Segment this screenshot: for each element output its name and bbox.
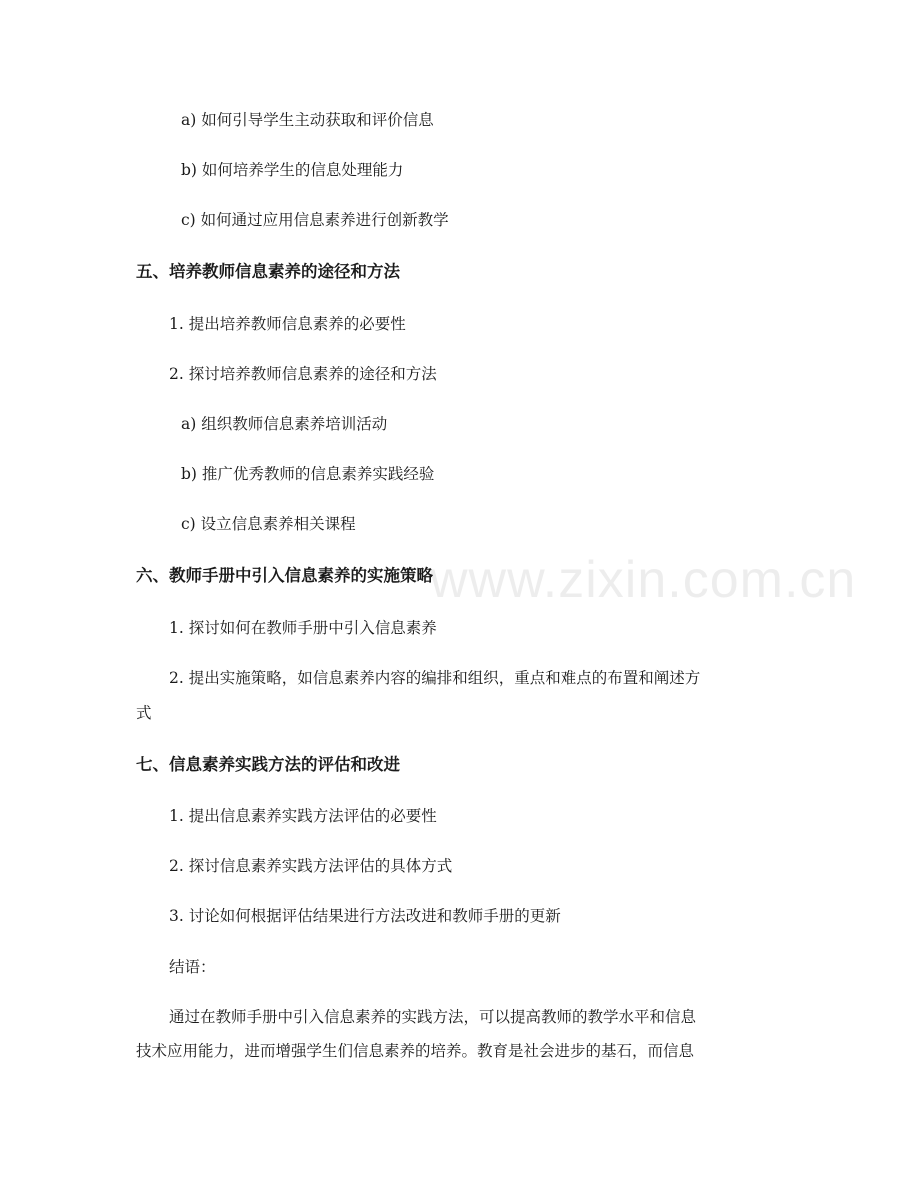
list-item-1: 1. 提出信息素养实践方法评估的必要性	[169, 807, 437, 825]
list-subitem-a: a) 组织教师信息素养培训活动	[181, 415, 388, 433]
conclusion-label: 结语：	[169, 958, 216, 976]
section-heading-6: 六、教师手册中引入信息素养的实施策略	[136, 566, 433, 585]
list-item-1: 1. 提出培养教师信息素养的必要性	[169, 315, 406, 333]
list-item-3: 3. 讨论如何根据评估结果进行方法改进和教师手册的更新	[169, 907, 561, 925]
list-item-2: 2. 提出实施策略，如信息素养内容的编排和组织，重点和难点的布置和阐述方	[169, 669, 701, 687]
list-item-2-continuation: 式	[136, 704, 152, 722]
list-subitem-c: c) 如何通过应用信息素养进行创新教学	[181, 211, 449, 229]
list-item-1: 1. 探讨如何在教师手册中引入信息素养	[169, 619, 437, 637]
list-subitem-b: b) 如何培养学生的信息处理能力	[181, 161, 404, 179]
list-subitem-b: b) 推广优秀教师的信息素养实践经验	[181, 465, 435, 483]
list-item-2: 2. 探讨信息素养实践方法评估的具体方式	[169, 857, 453, 875]
list-item-2: 2. 探讨培养教师信息素养的途径和方法	[169, 365, 437, 383]
watermark-text: www.zixin.com.cn	[430, 551, 857, 609]
list-subitem-c: c) 设立信息素养相关课程	[181, 515, 356, 533]
conclusion-paragraph-line-1: 通过在教师手册中引入信息素养的实践方法，可以提高教师的教学水平和信息	[169, 1008, 697, 1026]
conclusion-paragraph-line-2: 技术应用能力，进而增强学生们信息素养的培养。教育是社会进步的基石，而信息	[136, 1042, 695, 1060]
section-heading-5: 五、培养教师信息素养的途径和方法	[136, 262, 400, 281]
list-subitem-a: a) 如何引导学生主动获取和评价信息	[181, 111, 434, 129]
section-heading-7: 七、信息素养实践方法的评估和改进	[136, 755, 400, 774]
